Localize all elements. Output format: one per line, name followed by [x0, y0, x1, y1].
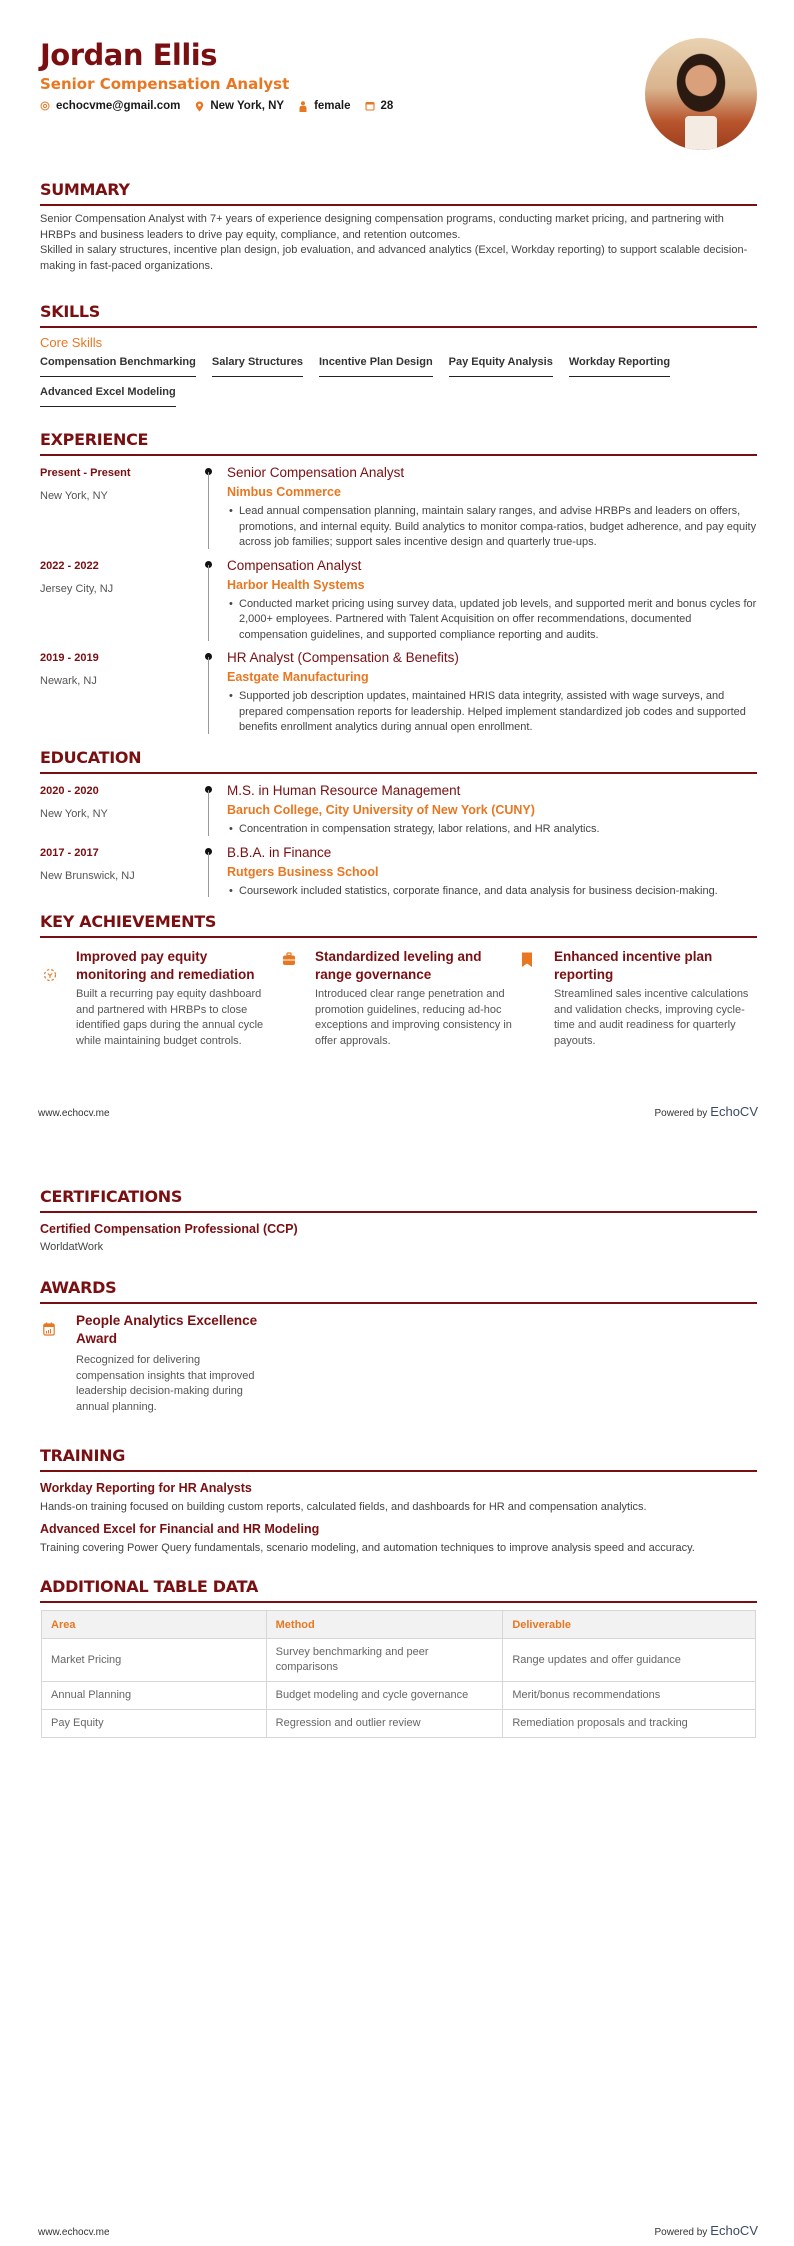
- achievement-item: [518, 948, 757, 1049]
- skills-section: [40, 302, 757, 415]
- section-heading-table: ADDITIONAL TABLE DATA: [40, 1577, 757, 1603]
- powered-by-label: Powered by: [654, 2227, 708, 2238]
- entry-date: 2019 - 2019: [40, 652, 99, 664]
- gender-value: female: [314, 100, 351, 112]
- achievement-title: Enhanced incentive plan reporting: [554, 949, 713, 982]
- education-entry: [40, 782, 757, 838]
- section-heading-skills: SKILLS: [40, 302, 757, 328]
- skill-tag: Incentive Plan Design: [319, 355, 433, 377]
- entry-role: Senior Compensation Analyst: [227, 465, 405, 480]
- target-icon: [40, 948, 76, 1049]
- column-header: Method: [266, 1611, 503, 1639]
- at-icon: [40, 101, 50, 111]
- skill-tag: Compensation Benchmarking: [40, 355, 196, 377]
- entry-role: Compensation Analyst: [227, 557, 362, 573]
- timeline-line: [208, 657, 209, 734]
- footer-powered-by: [654, 2223, 758, 2238]
- entry-date: 2022 - 2022: [40, 559, 99, 572]
- award-item: [40, 1312, 290, 1415]
- entry-bullet: • Lead annual compensation planning, maintain salary ranges, and advise HRBPs and leaders on offers, promotions, and internal equity. Build analytics to monitor compa-ratios, budget adherence, and pay equity across job families; support sales incentive design and quarterly true-ups.: [227, 504, 757, 551]
- section-heading-achievements: KEY ACHIEVEMENTS: [40, 912, 757, 938]
- resume-page-2: [0, 1123, 794, 2246]
- briefcase-icon: [279, 948, 315, 1049]
- data-table: [41, 1610, 756, 1738]
- contact-location: [194, 100, 284, 112]
- timeline-rail: [205, 782, 227, 838]
- experience-entry: [40, 649, 757, 736]
- training-description: Training covering Power Query fundamentals, scenario modeling, and automation techniques to improve analysis speed and accuracy.: [40, 1542, 695, 1554]
- achievements-grid: [40, 948, 757, 1049]
- section-heading-training: TRAINING: [40, 1446, 757, 1472]
- skills-list: [40, 355, 757, 415]
- table-cell: Survey benchmarking and peer comparisons: [266, 1639, 503, 1682]
- section-heading-experience: EXPERIENCE: [40, 430, 757, 456]
- section-heading-certifications: CERTIFICATIONS: [40, 1187, 757, 1213]
- table-cell: Remediation proposals and tracking: [503, 1710, 756, 1738]
- training-name: Workday Reporting for HR Analysts: [40, 1481, 252, 1495]
- entry-date: 2017 - 2017: [40, 846, 99, 859]
- training-name: Advanced Excel for Financial and HR Modeling: [40, 1522, 320, 1536]
- entry-role: HR Analyst (Compensation & Benefits): [227, 650, 459, 665]
- candidate-title: Senior Compensation Analyst: [40, 75, 290, 93]
- table-cell: Annual Planning: [42, 1682, 267, 1710]
- achievement-item: [279, 948, 518, 1049]
- skill-tag: Workday Reporting: [569, 355, 670, 377]
- table-section: [40, 1577, 757, 1738]
- achievement-item: [40, 948, 279, 1049]
- experience-entry: [40, 557, 757, 644]
- timeline-rail: [205, 649, 227, 736]
- entry-company: Harbor Health Systems: [227, 577, 365, 592]
- summary-section: [40, 180, 757, 274]
- award-title: People Analytics Excellence Award: [76, 1313, 258, 1346]
- summary-paragraph: Senior Compensation Analyst with 7+ years of experience designing compensation programs, conducting market pricing, and partnering with HRBPs and business leaders to drive pay equity, compliance, and retention outcomes.: [40, 213, 724, 241]
- achievements-section: [40, 912, 757, 1049]
- table-cell: Budget modeling and cycle governance: [266, 1682, 503, 1710]
- entry-location: New York, NY: [40, 490, 108, 502]
- timeline-line: [208, 472, 209, 549]
- entry-company: Nimbus Commerce: [227, 485, 341, 499]
- table-cell: Range updates and offer guidance: [503, 1639, 756, 1682]
- page-footer: [38, 2223, 758, 2238]
- entry-bullet: • Concentration in compensation strategy, labor relations, and HR analytics.: [227, 822, 757, 838]
- timeline-rail: [205, 557, 227, 644]
- location-value: New York, NY: [210, 100, 285, 112]
- table-row: [42, 1639, 756, 1682]
- entry-location: New Brunswick, NJ: [40, 869, 135, 882]
- entry-bullet: • Conducted market pricing using survey data, updated job levels, and supported merit and bonus cycles for 2,000+ employees. Partnered with Talent Acquisition on offer recommendations, documented compensation guidelines, and supported compliance reporting and audits.: [227, 597, 757, 644]
- footer-url[interactable]: www.echocv.me: [38, 2227, 110, 2238]
- footer-brand[interactable]: EchoCV: [710, 2223, 758, 2238]
- page-footer: [38, 1104, 758, 1119]
- training-section: [40, 1446, 757, 1556]
- person-icon: [298, 101, 308, 112]
- location-pin-icon: [194, 101, 204, 112]
- contact-email[interactable]: [40, 100, 180, 112]
- age-value: 28: [380, 100, 394, 112]
- email-value: echocvme@gmail.com: [56, 100, 181, 112]
- contact-gender: [298, 100, 350, 112]
- entry-date: Present - Present: [40, 467, 131, 479]
- contact-age: [365, 100, 394, 112]
- entry-bullet: • Supported job description updates, maintained HRIS data integrity, assisted with wage surveys, and prepared compensation reports for leadership. Helped implement standardized job codes and supported benefits enrollment analytics during annual open enrollment.: [227, 689, 757, 736]
- award-description: Recognized for delivering compensation insights that improved leadership decision-making during annual planning.: [76, 1354, 255, 1413]
- experience-entry: [40, 464, 757, 551]
- powered-by-label: Powered by: [654, 1108, 708, 1119]
- skill-tag: Advanced Excel Modeling: [40, 385, 176, 407]
- table-cell: Pay Equity: [42, 1710, 267, 1738]
- entry-location: Jersey City, NJ: [40, 582, 114, 595]
- table-cell: Merit/bonus recommendations: [503, 1682, 756, 1710]
- table-header-row: [42, 1611, 756, 1639]
- section-heading-summary: SUMMARY: [40, 180, 757, 206]
- entry-school: Baruch College, City University of New York (CUNY): [227, 803, 535, 817]
- achievement-title: Improved pay equity monitoring and remediation: [76, 949, 255, 982]
- education-entry: [40, 844, 757, 900]
- footer-brand[interactable]: EchoCV: [710, 1104, 758, 1119]
- achievement-description: Introduced clear range penetration and promotion guidelines, reducing ad-hoc exceptions and improving consistency in offer approvals.: [315, 988, 512, 1047]
- candidate-name: Jordan Ellis: [40, 38, 217, 72]
- achievement-description: Streamlined sales incentive calculations and validation checks, improving cycle-time and audit readiness for quarterly payouts.: [554, 988, 749, 1047]
- section-heading-awards: AWARDS: [40, 1278, 757, 1304]
- entry-date: 2020 - 2020: [40, 785, 99, 797]
- column-header: Deliverable: [503, 1611, 756, 1639]
- calendar-icon: [365, 101, 375, 111]
- entry-degree: M.S. in Human Resource Management: [227, 783, 461, 798]
- timeline-line: [208, 790, 209, 836]
- achievement-description: Built a recurring pay equity dashboard and partnered with HRBPs to close identified gaps during the annual cycle while maintaining budget controls.: [76, 988, 264, 1047]
- entry-location: New York, NY: [40, 808, 108, 820]
- table-row: [42, 1682, 756, 1710]
- certification-name: Certified Compensation Professional (CCP): [40, 1222, 298, 1236]
- certification-issuer: WorldatWork: [40, 1241, 104, 1253]
- photo-detail: [685, 116, 717, 150]
- entry-bullet: • Coursework included statistics, corporate finance, and data analysis for business decision-making.: [227, 884, 757, 900]
- certifications-section: [40, 1187, 757, 1255]
- table-row: [42, 1710, 756, 1738]
- entry-location: Newark, NJ: [40, 675, 97, 687]
- achievement-title: Standardized leveling and range governance: [315, 949, 482, 982]
- skills-subheading: Core Skills: [40, 335, 103, 350]
- footer-url[interactable]: www.echocv.me: [38, 1108, 110, 1119]
- calendar-chart-icon: [40, 1312, 76, 1415]
- resume-header: [40, 38, 407, 112]
- contact-info: [40, 100, 407, 112]
- footer-powered-by: [654, 1104, 758, 1119]
- table-cell: Market Pricing: [42, 1639, 267, 1682]
- column-header: Area: [42, 1611, 267, 1639]
- timeline-line: [208, 852, 209, 898]
- awards-section: [40, 1278, 757, 1415]
- skill-tag: Pay Equity Analysis: [449, 355, 553, 377]
- profile-photo: [645, 38, 757, 150]
- timeline-rail: [205, 464, 227, 551]
- entry-school: Rutgers Business School: [227, 864, 379, 879]
- entry-degree: B.B.A. in Finance: [227, 844, 332, 860]
- entry-company: Eastgate Manufacturing: [227, 670, 369, 684]
- bookmark-icon: [518, 948, 554, 1049]
- timeline-rail: [205, 844, 227, 900]
- skill-tag: Salary Structures: [212, 355, 303, 377]
- experience-section: [40, 430, 757, 736]
- education-section: [40, 748, 757, 899]
- section-heading-education: EDUCATION: [40, 748, 757, 774]
- timeline-line: [208, 565, 209, 642]
- summary-paragraph: Skilled in salary structures, incentive plan design, job evaluation, and advanced analytics (Excel, Workday reporting) to support scalable decision-making in fast-paced organizations.: [40, 244, 748, 272]
- training-description: Hands-on training focused on building custom reports, calculated fields, and dashboards for HR and compensation analytics.: [40, 1501, 647, 1513]
- table-cell: Regression and outlier review: [266, 1710, 503, 1738]
